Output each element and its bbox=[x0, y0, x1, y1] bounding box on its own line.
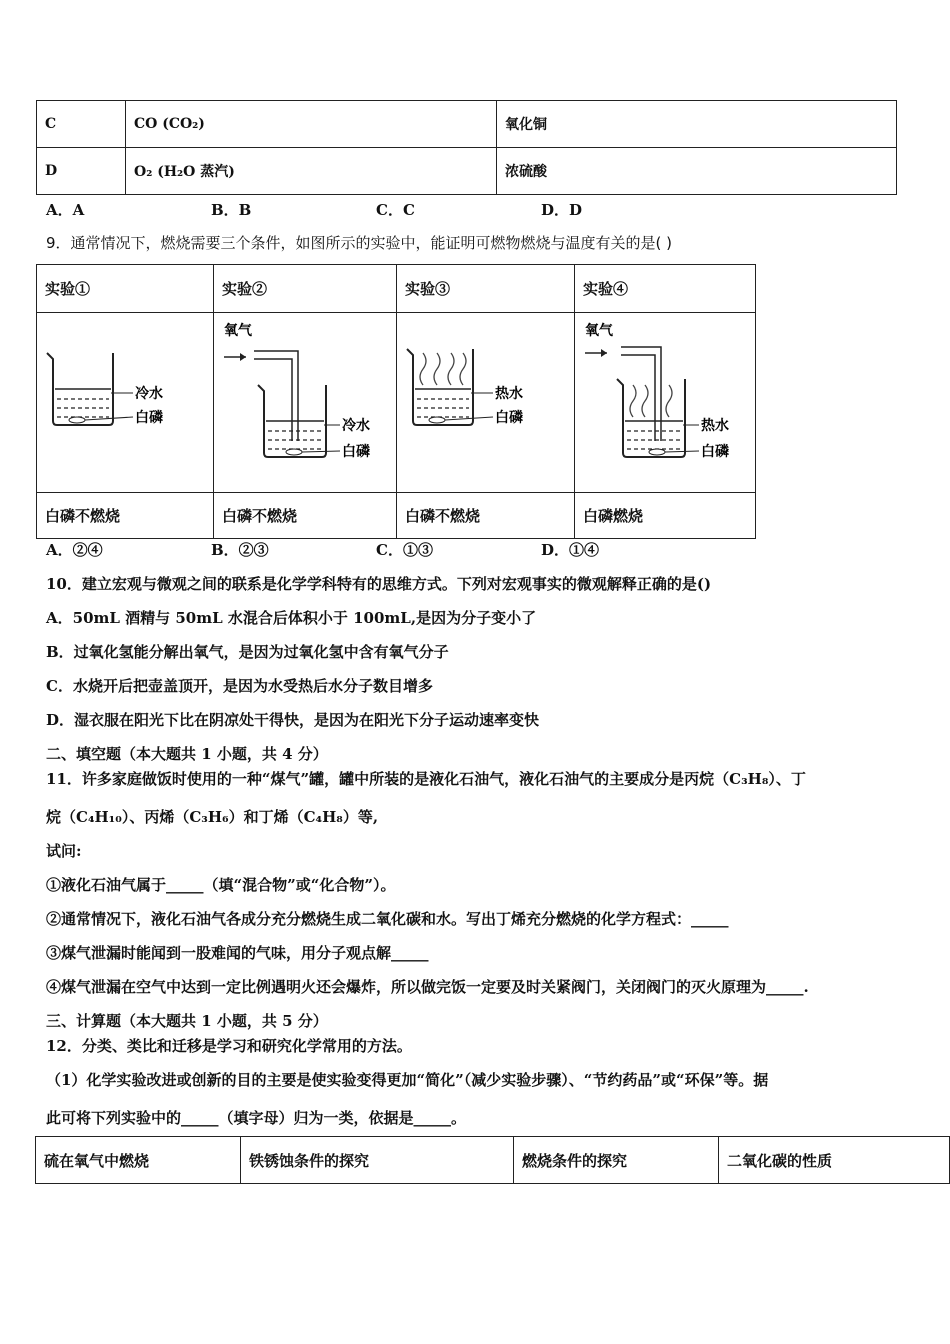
tube-icon bbox=[621, 347, 661, 441]
q11-item-4: ④煤气泄漏在空气中达到一定比例遇明火还会爆炸，所以做完饭一定要及时关紧阀门，关闭阀门的灭火原理为_____. bbox=[46, 978, 809, 996]
table-row bbox=[37, 101, 897, 148]
table-row bbox=[37, 313, 756, 493]
q11-item-2: ②通常情况下，液化石油气各成分充分燃烧生成二氧化碳和水。写出丁烯充分燃烧的化学方程式：_____ bbox=[46, 910, 729, 928]
cell: 硫在氧气中燃烧 bbox=[36, 1137, 241, 1184]
q11-item-1: ①液化石油气属于_____（填“混合物”或“化合物”）。 bbox=[46, 876, 396, 894]
q10-option-c[interactable]: C．水烧开后把壶盖顶开，是因为水受热后水分子数目增多 bbox=[46, 677, 433, 695]
q10-option-a[interactable]: A．50mL 酒精与 50mL 水混合后体积小于 100mL,是因为分子变小了 bbox=[46, 609, 537, 627]
q11-stem-cont: 烷（C₄H₁₀）、丙烯（C₃H₆）和丁烯（C₄H₈）等, bbox=[46, 808, 379, 826]
experiment-list-table bbox=[35, 1136, 950, 1184]
white-phosphorus-label: 白磷 bbox=[342, 444, 370, 460]
option[interactable]: C．①③ bbox=[376, 541, 433, 559]
beaker-cold-water-oxygen-figure bbox=[214, 313, 396, 488]
row-substance: O₂ (H₂O 蒸汽) bbox=[126, 148, 497, 195]
cell: 二氧化碳的性质 bbox=[719, 1137, 950, 1184]
result-cell: 白磷燃烧 bbox=[575, 493, 756, 539]
tube-icon bbox=[254, 351, 298, 441]
row-label: C bbox=[37, 101, 126, 148]
table-row bbox=[37, 148, 897, 195]
header-cell: 实验④ bbox=[575, 265, 756, 313]
q10-option-d[interactable]: D．湿衣服在阳光下比在阴凉处干得快，是因为在阳光下分子运动速率变快 bbox=[46, 711, 540, 729]
result-cell: 白磷不燃烧 bbox=[397, 493, 575, 539]
option[interactable]: B．B bbox=[211, 201, 252, 219]
figure-cell bbox=[214, 313, 397, 493]
white-phosphorus-label: 白磷 bbox=[701, 444, 729, 460]
cell: 燃烧条件的探究 bbox=[514, 1137, 719, 1184]
cold-water-label: 冷水 bbox=[135, 386, 163, 402]
arrow-right-icon bbox=[601, 349, 607, 357]
q12-stem: 12．分类、类比和迁移是学习和研究化学常用的方法。 bbox=[46, 1037, 412, 1055]
row-reagent: 浓硫酸 bbox=[497, 148, 897, 195]
option[interactable]: A．②④ bbox=[46, 541, 103, 559]
reagent-table bbox=[36, 100, 897, 195]
q11-item-3: ③煤气泄漏时能闻到一股难闻的气味，用分子观点解_____ bbox=[46, 944, 429, 962]
q8-options bbox=[46, 199, 706, 220]
q11-ask: 试问: bbox=[46, 842, 82, 860]
table-row bbox=[37, 493, 756, 539]
option[interactable]: A．A bbox=[46, 201, 85, 219]
q10-stem: 10．建立宏观与微观之间的联系是化学学科特有的思维方式。下列对宏观事实的微观解释正确的是() bbox=[46, 575, 712, 593]
option[interactable]: C．C bbox=[376, 201, 415, 219]
cold-water-label: 冷水 bbox=[342, 418, 370, 434]
option[interactable]: D．①④ bbox=[541, 541, 600, 559]
steam-icon bbox=[420, 353, 466, 385]
beaker-cold-water-figure bbox=[37, 313, 213, 488]
beaker-hot-water-oxygen-figure bbox=[575, 313, 755, 488]
section-heading: 二、填空题（本大题共 1 小题，共 4 分） bbox=[46, 745, 328, 763]
q12-part1-cont: 此可将下列实验中的_____（填字母）归为一类，依据是_____。 bbox=[46, 1109, 467, 1127]
header-cell: 实验③ bbox=[397, 265, 575, 313]
option[interactable]: D．D bbox=[541, 201, 583, 219]
q9-options bbox=[46, 539, 706, 560]
oxygen-label: 氧气 bbox=[224, 323, 252, 339]
header-cell: 实验② bbox=[214, 265, 397, 313]
q10-option-b[interactable]: B．过氧化氢能分解出氧气，是因为过氧化氢中含有氧气分子 bbox=[46, 643, 449, 661]
beaker-icon bbox=[617, 379, 685, 457]
white-phosphorus-label: 白磷 bbox=[135, 410, 163, 426]
figure-cell bbox=[37, 313, 214, 493]
result-cell: 白磷不燃烧 bbox=[214, 493, 397, 539]
table-row bbox=[36, 1137, 950, 1184]
steam-icon bbox=[630, 385, 672, 417]
hot-water-label: 热水 bbox=[701, 418, 729, 434]
hot-water-label: 热水 bbox=[495, 386, 523, 402]
q9-stem: 9．通常情况下，燃烧需要三个条件，如图所示的实验中，能证明可燃物燃烧与温度有关的是( ) bbox=[46, 234, 673, 252]
row-substance: CO (CO₂) bbox=[126, 101, 497, 148]
white-phosphorus-label: 白磷 bbox=[495, 410, 523, 426]
oxygen-label: 氧气 bbox=[585, 323, 613, 339]
experiment-table bbox=[36, 264, 756, 539]
header-cell: 实验① bbox=[37, 265, 214, 313]
cell: 铁锈蚀条件的探究 bbox=[241, 1137, 514, 1184]
beaker-hot-water-figure bbox=[397, 313, 574, 488]
row-label: D bbox=[37, 148, 126, 195]
table-row bbox=[37, 265, 756, 313]
q11-stem: 11．许多家庭做饭时使用的一种“煤气”罐，罐中所装的是液化石油气，液化石油气的主要成分是丙烷（C₃H₈）、丁 bbox=[46, 770, 806, 788]
section-heading: 三、计算题（本大题共 1 小题，共 5 分） bbox=[46, 1012, 328, 1030]
option[interactable]: B．②③ bbox=[211, 541, 269, 559]
figure-cell bbox=[575, 313, 756, 493]
figure-cell bbox=[397, 313, 575, 493]
q12-part1: （1）化学实验改进或创新的目的主要是使实验变得更加“简化”（减少实验步骤）、“节约药品”或“环保”等。据 bbox=[46, 1071, 769, 1089]
row-reagent: 氧化铜 bbox=[497, 101, 897, 148]
result-cell: 白磷不燃烧 bbox=[37, 493, 214, 539]
arrow-right-icon bbox=[240, 353, 246, 361]
